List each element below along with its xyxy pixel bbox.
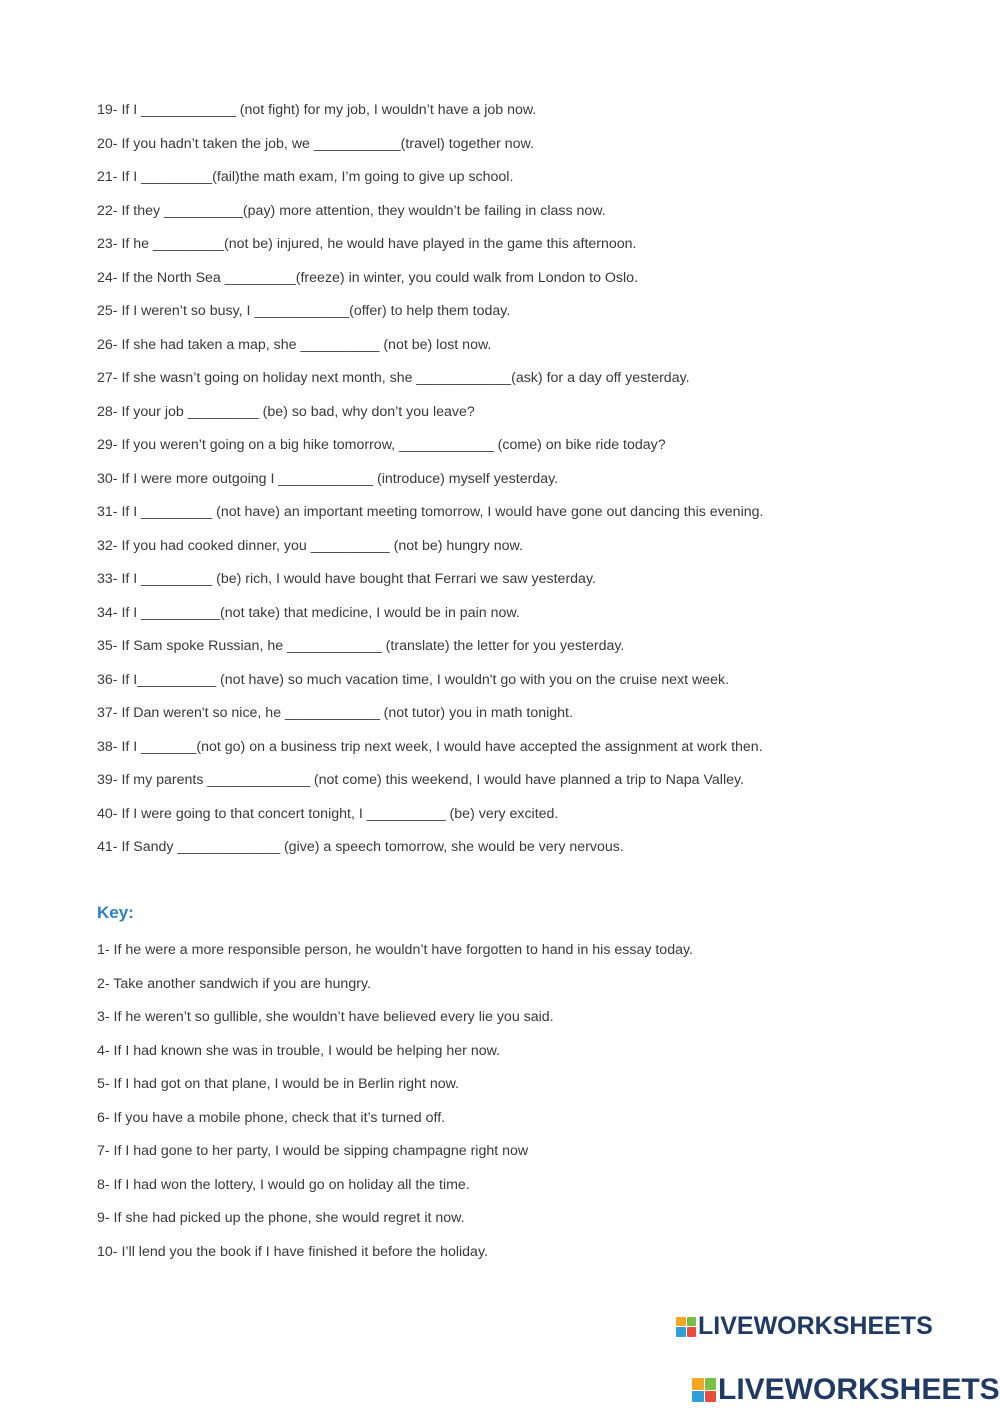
key-answer: 7- If I had gone to her party, I would be sipping champagne right now bbox=[97, 1143, 529, 1159]
exercise-item: 36- If I__________ (not have) so much vacation time, I wouldn't go with you on the cruise next week. bbox=[97, 671, 730, 688]
watermark-text: LIVEWORKSHEETS bbox=[718, 1373, 1000, 1406]
key-answer: 3- If he weren’t so gullible, she wouldn’t have believed every lie you said. bbox=[97, 1009, 554, 1025]
exercise-item: 40- If I were going to that concert tonight, I __________ (be) very excited. bbox=[97, 805, 559, 822]
exercise-item: 19- If I ____________ (not fight) for my job, I wouldn’t have a job now. bbox=[97, 102, 537, 118]
exercise-item: 35- If Sam spoke Russian, he ____________ (translate) the letter for you yesterday. bbox=[97, 638, 625, 654]
key-answer: 5- If I had got on that plane, I would be in Berlin right now. bbox=[97, 1076, 460, 1092]
exercise-item: 28- If your job _________ (be) so bad, why don’t you leave? bbox=[97, 403, 475, 420]
exercise-list bbox=[97, 100, 977, 871]
exercise-item: 31- If I _________ (not have) an important meeting tomorrow, I would have gone out dancing this evening. bbox=[97, 504, 764, 520]
liveworksheets-logo bbox=[676, 1312, 933, 1341]
key-heading: Key: bbox=[97, 903, 134, 922]
exercise-item: 24- If the North Sea _________(freeze) in winter, you could walk from London to Oslo. bbox=[97, 269, 639, 286]
exercise-item: 34- If I __________(not take) that medicine, I would be in pain now. bbox=[97, 604, 520, 621]
exercise-item: 20- If you hadn’t taken the job, we ___________(travel) together now. bbox=[97, 135, 534, 152]
logo-text: LIVEWORKSHEETS bbox=[698, 1312, 933, 1340]
exercise-item: 27- If she wasn’t going on holiday next month, she ____________(ask) for a day off yesterday. bbox=[97, 370, 690, 386]
key-answer: 9- If she had picked up the phone, she would regret it now. bbox=[97, 1210, 465, 1226]
exercise-item: 32- If you had cooked dinner, you __________ (not be) hungry now. bbox=[97, 537, 523, 554]
exercise-item: 25- If I weren’t so busy, I ____________(offer) to help them today. bbox=[97, 303, 511, 319]
exercise-item: 29- If you weren’t going on a big hike tomorrow, ____________ (come) on bike ride today? bbox=[97, 437, 666, 453]
key-answer: 4- If I had known she was in trouble, I would be helping her now. bbox=[97, 1042, 501, 1059]
key-answer: 2- Take another sandwich if you are hungry. bbox=[97, 975, 371, 992]
exercise-item: 22- If they __________(pay) more attention, they wouldn’t be failing in class now. bbox=[97, 202, 606, 219]
exercise-item: 30- If I were more outgoing I ____________ (introduce) myself yesterday. bbox=[97, 470, 559, 487]
exercise-item: 33- If I _________ (be) rich, I would have bought that Ferrari we saw yesterday. bbox=[97, 571, 596, 587]
exercise-item: 38- If I _______(not go) on a business trip next week, I would have accepted the assignment at work then. bbox=[97, 738, 763, 755]
liveworksheets-logo-icon bbox=[676, 1317, 696, 1337]
key-answer: 6- If you have a mobile phone, check that it’s turned off. bbox=[97, 1109, 446, 1126]
exercise-item: 37- If Dan weren't so nice, he ____________ (not tutor) you in math tonight. bbox=[97, 705, 573, 721]
answer-key-list bbox=[97, 940, 977, 1275]
exercise-item: 23- If he _________(not be) injured, he would have played in the game this afternoon. bbox=[97, 236, 637, 252]
key-answer: 10- I’ll lend you the book if I have finished it before the holiday. bbox=[97, 1243, 488, 1260]
liveworksheets-logo-icon bbox=[692, 1378, 716, 1402]
exercise-item: 21- If I _________(fail)the math exam, I’m going to give up school. bbox=[97, 169, 514, 185]
exercise-item: 41- If Sandy _____________ (give) a speech tomorrow, she would be very nervous. bbox=[97, 839, 624, 855]
exercise-item: 39- If my parents _____________ (not come) this weekend, I would have planned a trip to Napa Valley. bbox=[97, 772, 744, 788]
key-answer: 8- If I had won the lottery, I would go on holiday all the time. bbox=[97, 1176, 470, 1193]
key-answer: 1- If he were a more responsible person, he wouldn’t have forgotten to hand in his essay today. bbox=[97, 942, 693, 958]
exercise-item: 26- If she had taken a map, she __________ (not be) lost now. bbox=[97, 336, 492, 353]
liveworksheets-watermark bbox=[692, 1373, 1000, 1407]
